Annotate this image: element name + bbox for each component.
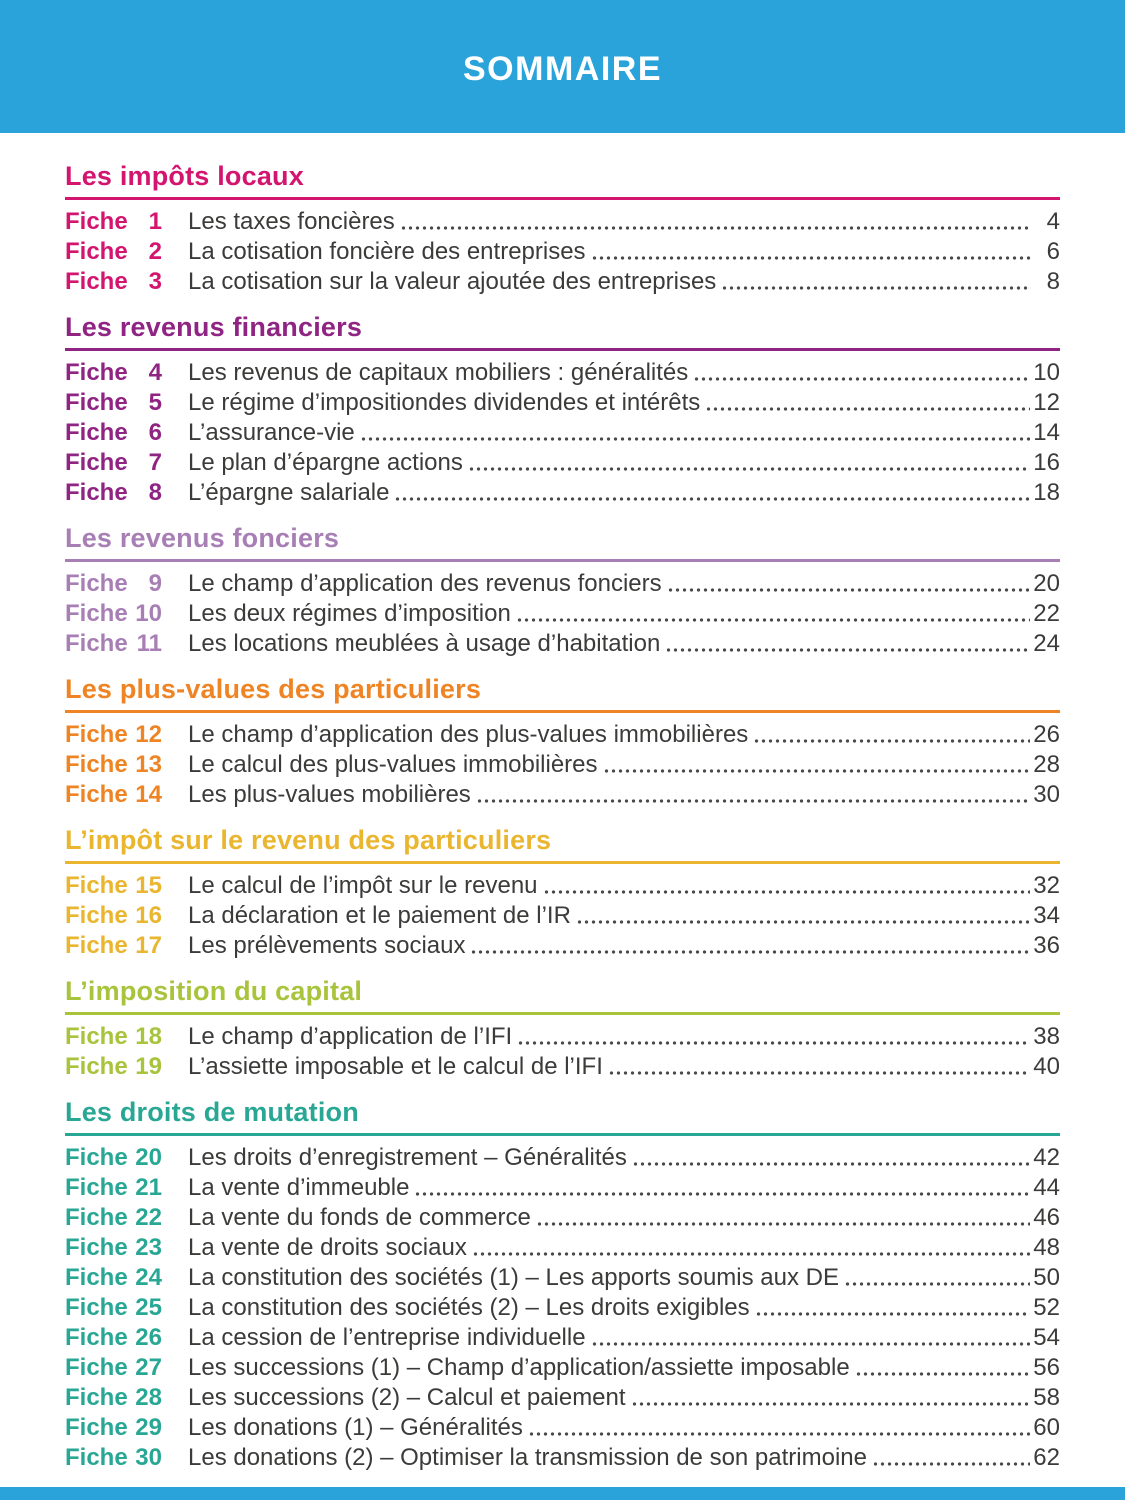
page-footer-bar: [0, 1487, 1125, 1500]
toc-entry: [65, 720, 1060, 750]
entry-label-word: Fiche: [65, 1174, 128, 1201]
toc-entry: [65, 478, 1060, 508]
page-number: 54: [1033, 1324, 1060, 1351]
entry-label: [65, 1052, 162, 1082]
toc-section: [65, 976, 1060, 1082]
toc-entry: [65, 629, 1060, 659]
toc-section: [65, 312, 1060, 508]
entry-label-num: 5: [148, 389, 162, 416]
page-number: 26: [1033, 721, 1060, 748]
entry-label-word: Fiche: [65, 208, 128, 235]
page-title: SOMMAIRE: [463, 50, 662, 88]
entry-label-num: 12: [135, 721, 162, 748]
entry-label: [65, 478, 162, 508]
page-number: 62: [1033, 1444, 1060, 1471]
dot-leader: [536, 1221, 1030, 1227]
dot-leader: [543, 889, 1031, 895]
entry-title: L’épargne salariale: [188, 479, 390, 506]
dot-leader: [528, 1431, 1030, 1437]
toc-entry: [65, 1413, 1060, 1443]
section-entries: [65, 1015, 1060, 1082]
page-number: 58: [1033, 1384, 1060, 1411]
entry-title: Les donations (2) – Optimiser la transmission de son patrimoine: [188, 1444, 867, 1471]
entry-label: [65, 720, 162, 750]
dot-leader: [394, 496, 1030, 502]
page-number: 60: [1033, 1414, 1060, 1441]
entry-title: Les successions (2) – Calcul et paiement: [188, 1384, 626, 1411]
entry-title: La vente du fonds de commerce: [188, 1204, 531, 1231]
page-number: 14: [1033, 419, 1060, 446]
entry-title: Les plus-values mobilières: [188, 781, 471, 808]
entry-label: [65, 207, 162, 237]
page-number: 42: [1033, 1144, 1060, 1171]
dot-leader: [872, 1461, 1030, 1467]
section-entries: [65, 713, 1060, 810]
dot-leader: [608, 1070, 1030, 1076]
entry-title: Les donations (1) – Généralités: [188, 1414, 523, 1441]
page-number: 46: [1033, 1204, 1060, 1231]
dot-leader: [705, 406, 1030, 412]
entry-label: [65, 1353, 162, 1383]
entry-label: [65, 1413, 162, 1443]
entry-label-word: Fiche: [65, 268, 128, 295]
entry-title: Le régime d’impositiondes dividendes et intérêts: [188, 389, 701, 416]
toc-entry: [65, 237, 1060, 267]
toc-entry: [65, 1443, 1060, 1473]
entry-label-word: Fiche: [65, 1053, 128, 1080]
entry-label-num: 16: [135, 902, 162, 929]
entry-label-num: 22: [135, 1204, 162, 1231]
toc-entry: [65, 1323, 1060, 1353]
entry-title: Le calcul de l’impôt sur le revenu: [188, 872, 538, 899]
entry-label-word: Fiche: [65, 1144, 128, 1171]
toc-entry: [65, 1233, 1060, 1263]
section-entries: [65, 864, 1060, 961]
dot-leader: [591, 255, 1031, 261]
entry-label-num: 20: [135, 1144, 162, 1171]
entry-title: Les prélèvements sociaux: [188, 932, 466, 959]
entry-label-num: 10: [135, 600, 162, 627]
entry-label-num: 11: [136, 630, 162, 657]
dot-leader: [693, 376, 1030, 382]
entry-label-word: Fiche: [65, 1354, 128, 1381]
page-number: 8: [1046, 268, 1060, 295]
entry-label-num: 28: [135, 1384, 162, 1411]
entry-title: La vente de droits sociaux: [188, 1234, 467, 1261]
entry-label-word: Fiche: [65, 419, 128, 446]
dot-leader: [468, 466, 1030, 472]
dot-leader: [591, 1341, 1031, 1347]
toc-section: [65, 523, 1060, 659]
dot-leader: [844, 1281, 1030, 1287]
entry-title: Le champ d’application de l’IFI: [188, 1023, 513, 1050]
entry-label-word: Fiche: [65, 600, 128, 627]
entry-title: La vente d’immeuble: [188, 1174, 410, 1201]
entry-title: Les deux régimes d’imposition: [188, 600, 511, 627]
entry-label-num: 24: [135, 1264, 162, 1291]
entry-label: [65, 931, 162, 961]
page-number: 28: [1033, 751, 1060, 778]
page-number: 20: [1033, 570, 1060, 597]
entry-label: [65, 1022, 162, 1052]
entry-label-word: Fiche: [65, 1384, 128, 1411]
page-number: 12: [1033, 389, 1060, 416]
entry-label: [65, 237, 162, 267]
entry-label-num: 21: [135, 1174, 162, 1201]
section-heading: Les droits de mutation: [65, 1097, 1060, 1136]
dot-leader: [667, 587, 1031, 593]
dot-leader: [360, 436, 1031, 442]
toc-entry: [65, 1022, 1060, 1052]
page-number: 44: [1033, 1174, 1060, 1201]
entry-label-num: 23: [135, 1234, 162, 1261]
entry-label-word: Fiche: [65, 1204, 128, 1231]
entry-title: La constitution des sociétés (1) – Les apports soumis aux DE: [188, 1264, 839, 1291]
entry-label-word: Fiche: [65, 1234, 128, 1261]
entry-label: [65, 1263, 162, 1293]
section-heading: Les revenus fonciers: [65, 523, 1060, 562]
entry-label-num: 3: [148, 268, 162, 295]
entry-label: [65, 780, 162, 810]
entry-title: Les successions (1) – Champ d’application/assiette imposable: [188, 1354, 850, 1381]
toc-section: [65, 674, 1060, 810]
dot-leader: [472, 1251, 1030, 1257]
toc-entry: [65, 871, 1060, 901]
entry-label: [65, 629, 162, 659]
entry-label: [65, 1443, 162, 1473]
page-number: 4: [1046, 208, 1060, 235]
entry-title: Les taxes foncières: [188, 208, 395, 235]
entry-label: [65, 267, 162, 297]
entry-title: Les locations meublées à usage d’habitation: [188, 630, 661, 657]
entry-label-num: 18: [135, 1023, 162, 1050]
entry-label: [65, 448, 162, 478]
entry-label: [65, 358, 162, 388]
page-header: [0, 0, 1125, 133]
entry-label: [65, 1143, 162, 1173]
entry-label-num: 6: [148, 419, 162, 446]
entry-label: [65, 1203, 162, 1233]
toc-entry: [65, 599, 1060, 629]
entry-title: Le calcul des plus-values immobilières: [188, 751, 598, 778]
entry-label-word: Fiche: [65, 1023, 128, 1050]
section-heading: Les impôts locaux: [65, 161, 1060, 200]
entry-label-word: Fiche: [65, 238, 128, 265]
section-heading: Les plus-values des particuliers: [65, 674, 1060, 713]
dot-leader: [576, 919, 1030, 925]
page-number: 36: [1033, 932, 1060, 959]
entry-title: Les revenus de capitaux mobiliers : généralités: [188, 359, 689, 386]
entry-title: Le champ d’application des revenus fonciers: [188, 570, 662, 597]
toc-entry: [65, 750, 1060, 780]
section-entries: [65, 1136, 1060, 1473]
page-number: 48: [1033, 1234, 1060, 1261]
entry-label: [65, 388, 162, 418]
toc-entry: [65, 931, 1060, 961]
page-number: 52: [1033, 1294, 1060, 1321]
page-number: 22: [1033, 600, 1060, 627]
dot-leader: [632, 1161, 1030, 1167]
entry-label: [65, 901, 162, 931]
toc-entry: [65, 1353, 1060, 1383]
section-entries: [65, 200, 1060, 297]
dot-leader: [470, 949, 1030, 955]
section-heading: L’imposition du capital: [65, 976, 1060, 1015]
toc-entry: [65, 1052, 1060, 1082]
toc-section: [65, 161, 1060, 297]
entry-label-num: 7: [148, 449, 162, 476]
entry-title: Le champ d’application des plus-values immobilières: [188, 721, 749, 748]
toc-entry: [65, 1263, 1060, 1293]
entry-label-word: Fiche: [65, 479, 128, 506]
entry-label-num: 9: [148, 570, 162, 597]
entry-label: [65, 1173, 162, 1203]
page-number: 24: [1033, 630, 1060, 657]
entry-label-num: 4: [148, 359, 162, 386]
entry-label-num: 19: [135, 1053, 162, 1080]
toc-entry: [65, 207, 1060, 237]
entry-label: [65, 418, 162, 448]
entry-title: La déclaration et le paiement de l’IR: [188, 902, 571, 929]
entry-label-num: 14: [135, 781, 162, 808]
page-number: 30: [1033, 781, 1060, 808]
section-heading: Les revenus financiers: [65, 312, 1060, 351]
page-number: 40: [1033, 1053, 1060, 1080]
page-number: 18: [1033, 479, 1060, 506]
entry-label-num: 15: [135, 872, 162, 899]
entry-label-word: Fiche: [65, 1294, 128, 1321]
entry-label-word: Fiche: [65, 389, 128, 416]
entry-label-word: Fiche: [65, 359, 128, 386]
dot-leader: [721, 285, 1031, 291]
entry-label: [65, 599, 162, 629]
entry-label-num: 27: [135, 1354, 162, 1381]
page-number: 38: [1033, 1023, 1060, 1050]
dot-leader: [400, 225, 1031, 231]
entry-title: L’assiette imposable et le calcul de l’IFI: [188, 1053, 603, 1080]
entry-label-word: Fiche: [65, 570, 128, 597]
dot-leader: [755, 1311, 1031, 1317]
dot-leader: [476, 798, 1031, 804]
toc-entry: [65, 1203, 1060, 1233]
toc: [0, 133, 1125, 1473]
toc-entry: [65, 569, 1060, 599]
dot-leader: [603, 768, 1031, 774]
entry-label-word: Fiche: [65, 932, 128, 959]
section-entries: [65, 351, 1060, 508]
entry-title: La cotisation foncière des entreprises: [188, 238, 586, 265]
entry-label-num: 8: [148, 479, 162, 506]
page-number: 50: [1033, 1264, 1060, 1291]
page-number: 10: [1033, 359, 1060, 386]
section-entries: [65, 562, 1060, 659]
entry-label: [65, 1383, 162, 1413]
entry-label: [65, 1233, 162, 1263]
entry-label-word: Fiche: [65, 721, 128, 748]
toc-entry: [65, 1143, 1060, 1173]
entry-label-num: 30: [135, 1444, 162, 1471]
entry-title: La constitution des sociétés (2) – Les droits exigibles: [188, 1294, 750, 1321]
toc-section: [65, 1097, 1060, 1473]
dot-leader: [665, 647, 1030, 653]
page-number: 6: [1046, 238, 1060, 265]
toc-entry: [65, 358, 1060, 388]
entry-label-word: Fiche: [65, 872, 128, 899]
entry-label-word: Fiche: [65, 751, 128, 778]
entry-label: [65, 569, 162, 599]
entry-title: Le plan d’épargne actions: [188, 449, 463, 476]
entry-label-num: 26: [135, 1324, 162, 1351]
entry-title: L’assurance-vie: [188, 419, 355, 446]
toc-entry: [65, 1293, 1060, 1323]
entry-title: La cession de l’entreprise individuelle: [188, 1324, 586, 1351]
page-number: 56: [1033, 1354, 1060, 1381]
entry-title: Les droits d’enregistrement – Généralités: [188, 1144, 627, 1171]
entry-label-num: 2: [148, 238, 162, 265]
dot-leader: [855, 1371, 1031, 1377]
dot-leader: [414, 1191, 1030, 1197]
entry-label-num: 29: [135, 1414, 162, 1441]
entry-label: [65, 750, 162, 780]
entry-label-word: Fiche: [65, 902, 128, 929]
dot-leader: [517, 1040, 1030, 1046]
toc-section: [65, 825, 1060, 961]
entry-label-word: Fiche: [65, 449, 128, 476]
dot-leader: [631, 1401, 1031, 1407]
entry-label-word: Fiche: [65, 1414, 128, 1441]
entry-label-word: Fiche: [65, 630, 128, 657]
toc-entry: [65, 388, 1060, 418]
page-number: 16: [1033, 449, 1060, 476]
toc-entry: [65, 1173, 1060, 1203]
entry-label-word: Fiche: [65, 1324, 128, 1351]
entry-label-num: 17: [135, 932, 162, 959]
entry-label: [65, 1323, 162, 1353]
entry-label-num: 13: [135, 751, 162, 778]
entry-label-num: 1: [148, 208, 162, 235]
entry-title: La cotisation sur la valeur ajoutée des entreprises: [188, 268, 717, 295]
page-number: 32: [1033, 872, 1060, 899]
entry-label-word: Fiche: [65, 1264, 128, 1291]
toc-entry: [65, 901, 1060, 931]
dot-leader: [516, 617, 1030, 623]
entry-label: [65, 1293, 162, 1323]
toc-entry: [65, 418, 1060, 448]
entry-label-num: 25: [135, 1294, 162, 1321]
toc-entry: [65, 267, 1060, 297]
toc-entry: [65, 1383, 1060, 1413]
page-number: 34: [1033, 902, 1060, 929]
entry-label-word: Fiche: [65, 781, 128, 808]
toc-entry: [65, 448, 1060, 478]
entry-label: [65, 871, 162, 901]
section-heading: L’impôt sur le revenu des particuliers: [65, 825, 1060, 864]
dot-leader: [753, 738, 1030, 744]
entry-label-word: Fiche: [65, 1444, 128, 1471]
toc-entry: [65, 780, 1060, 810]
